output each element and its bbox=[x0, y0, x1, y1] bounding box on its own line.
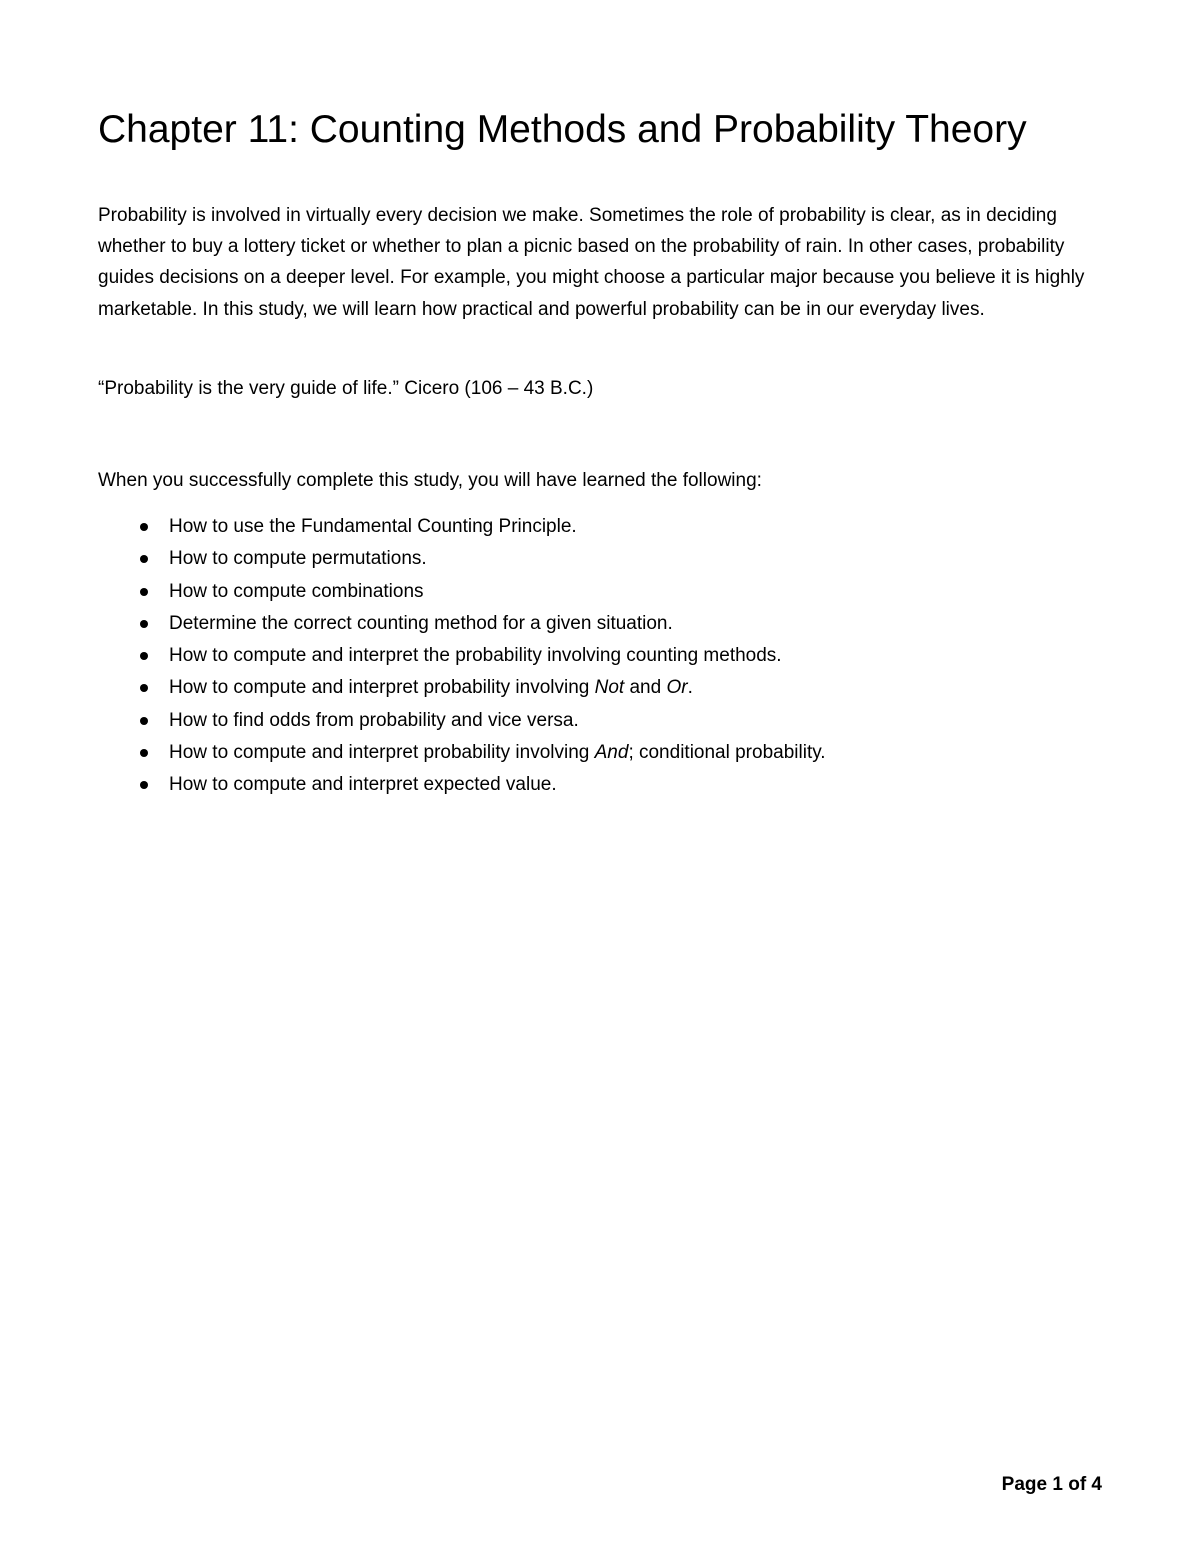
emphasis-or: Or bbox=[666, 677, 688, 699]
list-item bbox=[98, 640, 1108, 672]
list-item bbox=[98, 543, 1108, 575]
emphasis-and: And bbox=[594, 742, 629, 764]
bullet-icon bbox=[140, 588, 148, 596]
bullet-icon bbox=[140, 717, 148, 725]
intro-paragraph: Probability is involved in virtually every decision we make. Sometimes the role of probability is clear, as in deciding whether to buy a lottery ticket or whether to plan a picnic based on the probability of rain. In other cases, probability guides decisions on a deeper level. For example, you might choose a particular major because you believe it is highly marketable. In this study, we will learn how practical and powerful probability can be in our everyday lives. bbox=[98, 205, 1085, 320]
list-item bbox=[98, 576, 1108, 608]
objective-text-after: . bbox=[687, 677, 693, 699]
list-item bbox=[98, 737, 1108, 769]
objective-text-after: ; conditional probability. bbox=[628, 742, 826, 764]
bullet-icon bbox=[140, 781, 148, 789]
objective-text-before: How to compute and interpret probability involving bbox=[169, 742, 595, 764]
emphasis-not: Not bbox=[594, 677, 625, 699]
objective-text-middle: and bbox=[624, 677, 667, 699]
list-item bbox=[98, 705, 1108, 737]
bullet-icon bbox=[140, 684, 148, 692]
list-item bbox=[98, 608, 1108, 640]
objective-text: How to use the Fundamental Counting Principle. bbox=[169, 516, 577, 537]
objective-text: How to compute and interpret expected value. bbox=[169, 774, 557, 796]
objective-text-before: How to compute and interpret probability involving bbox=[169, 677, 595, 699]
objective-text: How to find odds from probability and vice versa. bbox=[169, 709, 579, 731]
list-item bbox=[98, 769, 1108, 801]
chapter-title: Chapter 11: Counting Methods and Probability Theory bbox=[98, 108, 1027, 151]
objective-text: How to compute and interpret the probability involving counting methods. bbox=[169, 645, 782, 667]
objective-text: How to compute combinations bbox=[169, 580, 424, 602]
bullet-icon bbox=[140, 620, 148, 628]
bullet-icon bbox=[140, 555, 148, 563]
list-item bbox=[98, 511, 1108, 543]
bullet-icon bbox=[140, 523, 148, 531]
objective-text bbox=[169, 677, 693, 698]
objective-text: Determine the correct counting method for a given situation. bbox=[169, 612, 673, 634]
page-number: Page 1 of 4 bbox=[1001, 1474, 1102, 1495]
objective-text bbox=[169, 742, 826, 763]
cicero-quote: “Probability is the very guide of life.” Cicero (106 – 43 B.C.) bbox=[98, 378, 594, 399]
bullet-icon bbox=[140, 749, 148, 757]
bullet-icon bbox=[140, 652, 148, 660]
objectives-lead: When you successfully complete this study, you will have learned the following: bbox=[98, 470, 762, 491]
objective-text: How to compute permutations. bbox=[169, 548, 427, 570]
learning-objectives-list bbox=[98, 511, 1108, 802]
list-item bbox=[98, 672, 1108, 704]
